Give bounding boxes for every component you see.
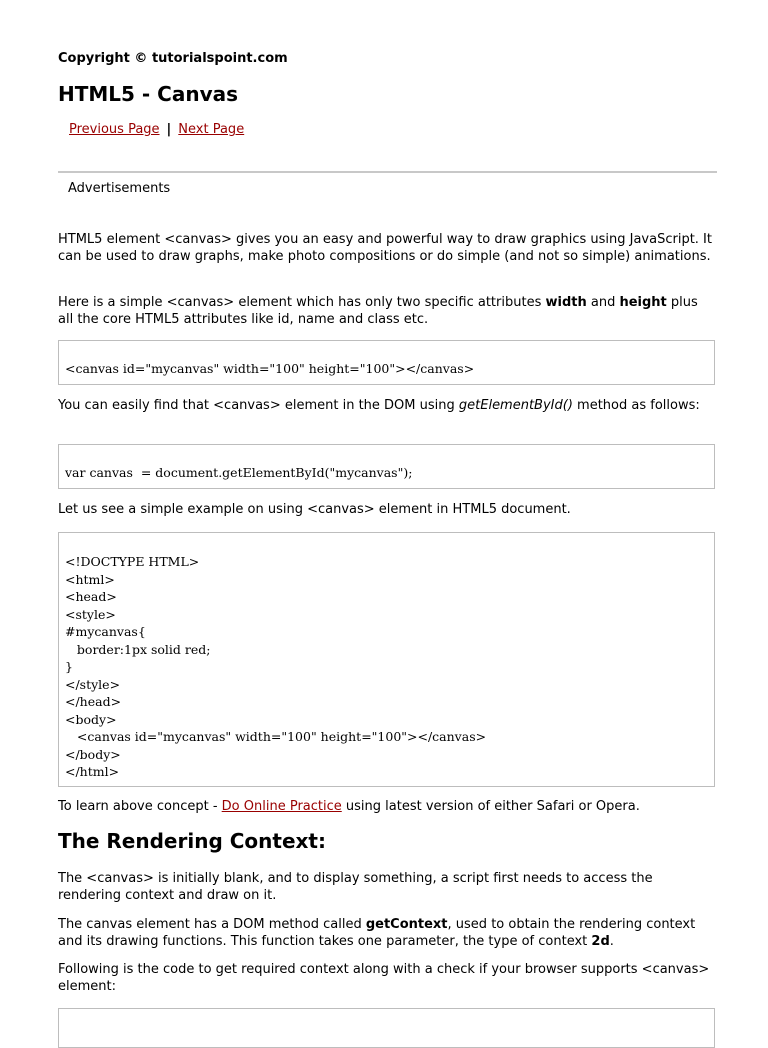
attributes-paragraph xyxy=(58,295,713,328)
context-2d-keyword: 2d xyxy=(591,933,610,949)
copyright-text: Copyright © tutorialspoint.com xyxy=(58,51,288,66)
practice-tail: using latest version of either Safari or Opera. xyxy=(341,799,640,814)
getcontext-text: The canvas element has a DOM method called xyxy=(58,917,366,932)
code-block-canvas-tag: <canvas id="mycanvas" width="100" height="100"></canvas> xyxy=(58,340,715,385)
getelement-paragraph xyxy=(58,398,713,415)
getcontext-tail: . xyxy=(609,933,614,949)
section-heading: The Rendering Context: xyxy=(58,829,326,853)
getelement-text: You can easily find that <canvas> element in the DOM using xyxy=(58,398,459,413)
divider xyxy=(58,171,717,173)
nav-separator: | xyxy=(166,122,172,137)
getcontext-keyword: getContext xyxy=(365,917,448,932)
getelement-tail: method as follows: xyxy=(572,398,700,413)
attributes-and: and xyxy=(586,295,620,310)
previous-page-link[interactable]: Previous Page xyxy=(69,122,160,137)
practice-text: To learn above concept - xyxy=(58,799,222,814)
attributes-text: Here is a simple <canvas> element which has only two specific attributes xyxy=(58,295,546,310)
code-block-context xyxy=(58,1008,715,1048)
do-online-practice-link[interactable]: Do Online Practice xyxy=(221,799,342,814)
rendering-paragraph: The <canvas> is initially blank, and to display something, a script first needs to access the rendering context and draw on it. xyxy=(58,871,653,903)
intro-paragraph: HTML5 element <canvas> gives you an easy and powerful way to draw graphics using JavaScript. It can be used to draw graphs, make photo compositions or do simple (and not so simple) animations. xyxy=(58,232,712,264)
attributes-tail: plus all the core HTML5 attributes like id, name and class etc. xyxy=(58,295,698,327)
page-navigation xyxy=(69,122,244,137)
code-block-getelement: var canvas = document.getElementById("mycanvas"); xyxy=(58,444,715,489)
height-keyword: height xyxy=(619,295,667,310)
next-page-link[interactable]: Next Page xyxy=(178,122,245,137)
getelementbyid-method: getElementById() xyxy=(458,398,573,413)
advertisements-label: Advertisements xyxy=(68,181,171,196)
width-keyword: width xyxy=(545,295,587,310)
getcontext-middle: , used to obtain the rendering context and its drawing functions. This function takes one parameter, the type of context xyxy=(58,917,696,949)
page-title: HTML5 - Canvas xyxy=(58,82,239,106)
code-block-example: <!DOCTYPE HTML> <html> <head> <style> #mycanvas{ border:1px solid red; } </style> </head> <body> <canvas id="mycanvas" width="100" height="100"></canvas> </body> </html> xyxy=(58,532,715,787)
getcontext-paragraph xyxy=(58,917,713,950)
example-intro-paragraph: Let us see a simple example on using <canvas> element in HTML5 document. xyxy=(58,502,571,517)
following-code-paragraph: Following is the code to get required context along with a check if your browser supports <canvas> element: xyxy=(58,962,710,994)
practice-paragraph xyxy=(58,799,713,816)
